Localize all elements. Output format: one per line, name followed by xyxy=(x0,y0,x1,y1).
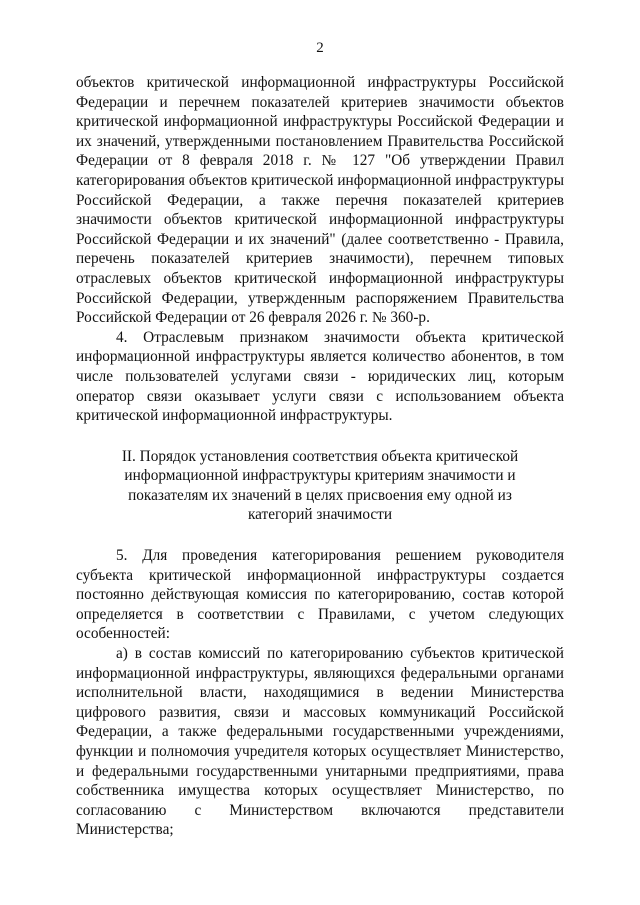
continuation-paragraph: объектов критической информационной инфраструктуры Российской Федерации и перечнем показателей критериев значимости объектов критической информационной инфраструктуры Российской Федерации и их значений, утвержденными постановлением Правительства Российской Федерации от 8 февраля 2018 г. № 127 "Об утверждении Правил категорирования объектов критической информационной инфраструктуры Российской Федерации, а также перечня показателей критериев значимости объектов критической информационной инфраструктуры Российской Федерации и их значений" (далее соответственно - Правила, перечень показателей критериев значимости), перечнем типовых отраслевых объектов критической информационной инфраструктуры Российской Федерации, утвержденным распоряжением Правительства Российской Федерации от 26 февраля 2026 г. № 360-р. xyxy=(76,74,564,327)
paragraph-item-5a: а) в состав комиссий по категорированию субъектов критической информационной инфраструктуры, являющихся федеральными органами исполнительной власти, находящимися в ведении Министерства цифрового развития, связи и массовых коммуникаций Российской Федерации, а также федеральными государственными учреждениями, функции и полномочия учредителя которых осуществляет Министерство, и федеральными государственными унитарными предприятиями, права собственника имущества которых осуществляет Министерство, по согласованию с Министерством включаются представители Министерства; xyxy=(76,645,564,839)
document-body xyxy=(76,73,564,840)
paragraph-item-4: 4. Отраслевым признаком значимости объекта критической информационной инфраструктуры является количество абонентов, в том числе пользователей услугами связи - юридических лиц, которым оператор связи оказывает услуги связи с использованием объекта критической информационной инфраструктуры. xyxy=(76,328,564,425)
paragraph-item-5: 5. Для проведения категорирования решением руководителя субъекта критической информационной инфраструктуры создается постоянно действующая комиссия по категорированию, состав которой определяется в соответствии с Правилами, с учетом следующих особенностей: xyxy=(76,547,564,643)
spacer xyxy=(76,525,564,546)
section-heading: II. Порядок установления соответствия объекта критической информационной инфраструктуры критериям значимости и показателям их значений в целях присвоения ему одной из категорий значимости xyxy=(121,447,519,524)
spacer xyxy=(76,426,564,447)
page-number: 2 xyxy=(316,40,324,56)
